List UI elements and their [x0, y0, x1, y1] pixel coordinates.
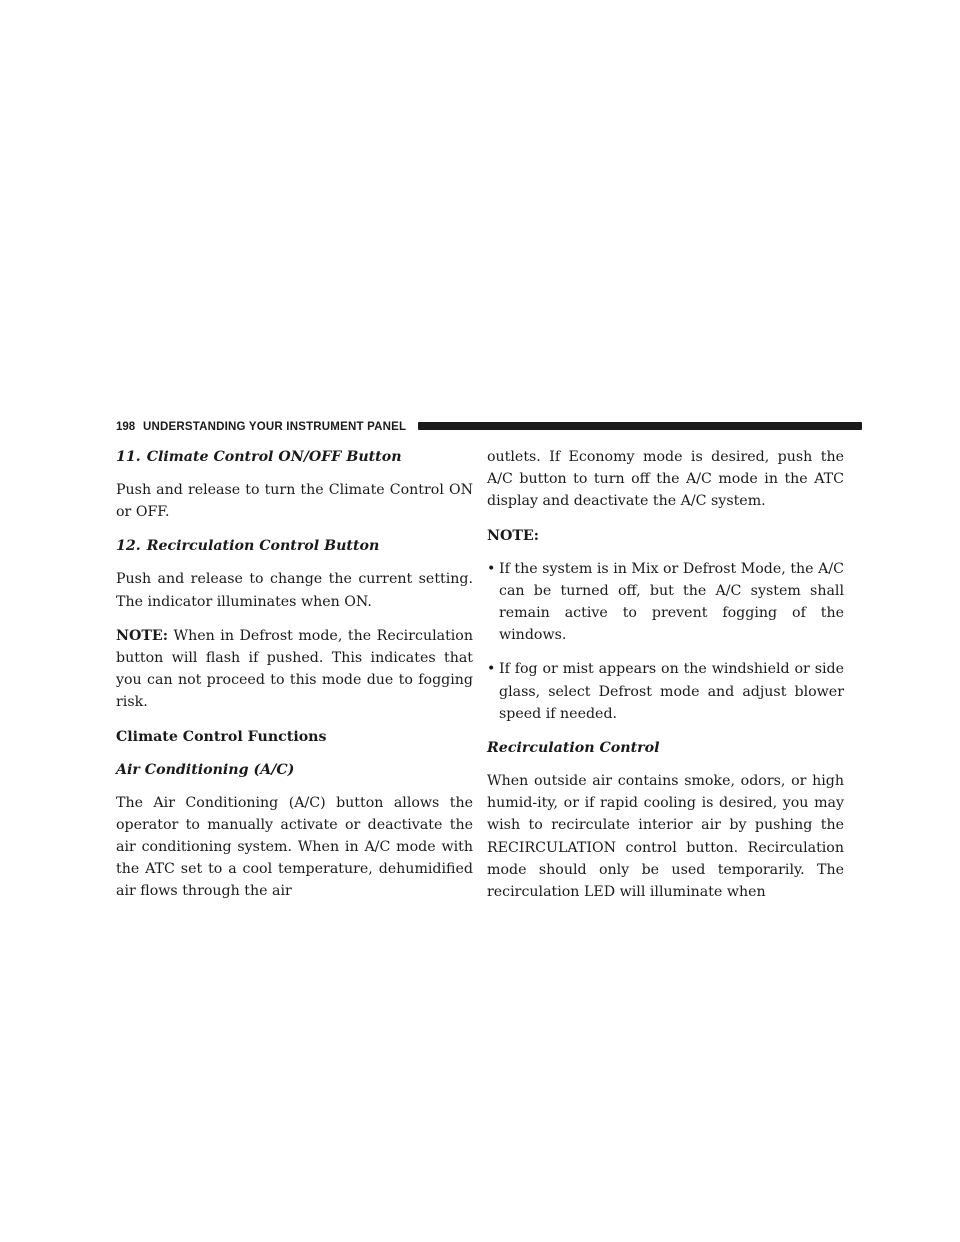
item-12-title: Recirculation Control Button — [146, 538, 380, 555]
bullet-text: If the system is in Mix or Defrost Mode, the A/C can be turned off, but the A/C system shall remain active to prevent fogging of the windows. — [499, 560, 844, 644]
section-title: UNDERSTANDING YOUR INSTRUMENT PANEL — [143, 421, 407, 433]
item-11-heading — [116, 446, 473, 468]
item-11-number: 11. — [116, 449, 141, 465]
note-bullet-list — [487, 558, 844, 725]
item-11-title: Climate Control ON/OFF Button — [146, 449, 402, 465]
recirculation-heading: Recirculation Control — [487, 740, 660, 757]
item-12-body: Push and release to change the current setting. The indicator illuminates when ON. — [116, 571, 473, 610]
note-heading: NOTE: — [487, 527, 539, 544]
page-header — [116, 419, 862, 435]
left-column — [116, 446, 473, 915]
item-12-number: 12. — [116, 538, 141, 555]
item-12-heading — [116, 535, 473, 557]
page-number: 198 — [116, 421, 136, 433]
ac-body-continued: outlets. If Economy mode is desired, push the A/C button to turn off the A/C mode in the ATC display and deactivate the A/C system. — [487, 449, 844, 510]
defrost-note — [116, 625, 473, 714]
bullet-icon: • — [487, 560, 496, 577]
header-rule — [418, 422, 862, 430]
right-column — [487, 446, 844, 915]
ac-body: The Air Conditioning (A/C) button allows the operator to manually activate or deactivate the air conditioning system. When in A/C mode with the ATC set to a cool temperature, dehumidified air flows through the air — [116, 794, 473, 900]
note-text: When in Defrost mode, the Recirculation button will flash if pushed. This indicates that you can not proceed to this mode due to fogging risk. — [116, 627, 473, 711]
note-bullet-item — [487, 558, 844, 647]
ac-heading: Air Conditioning (A/C) — [116, 761, 295, 778]
note-bullet-item — [487, 658, 844, 725]
note-label: NOTE: — [116, 627, 168, 644]
recirculation-body: When outside air contains smoke, odors, or high humid-ity, or if rapid cooling is desired, you may wish to recirculate interior air by pushing the RECIRCULATION control button. Recirculation mode should only be used temporarily. The recirculation LED will illuminate when — [487, 773, 844, 901]
bullet-icon: • — [487, 661, 496, 678]
item-11-body: Push and release to turn the Climate Control ON or OFF. — [116, 482, 473, 521]
functions-heading: Climate Control Functions — [116, 728, 327, 745]
bullet-text: If fog or mist appears on the windshield or side glass, select Defrost mode and adjust blower speed if needed. — [499, 661, 844, 722]
